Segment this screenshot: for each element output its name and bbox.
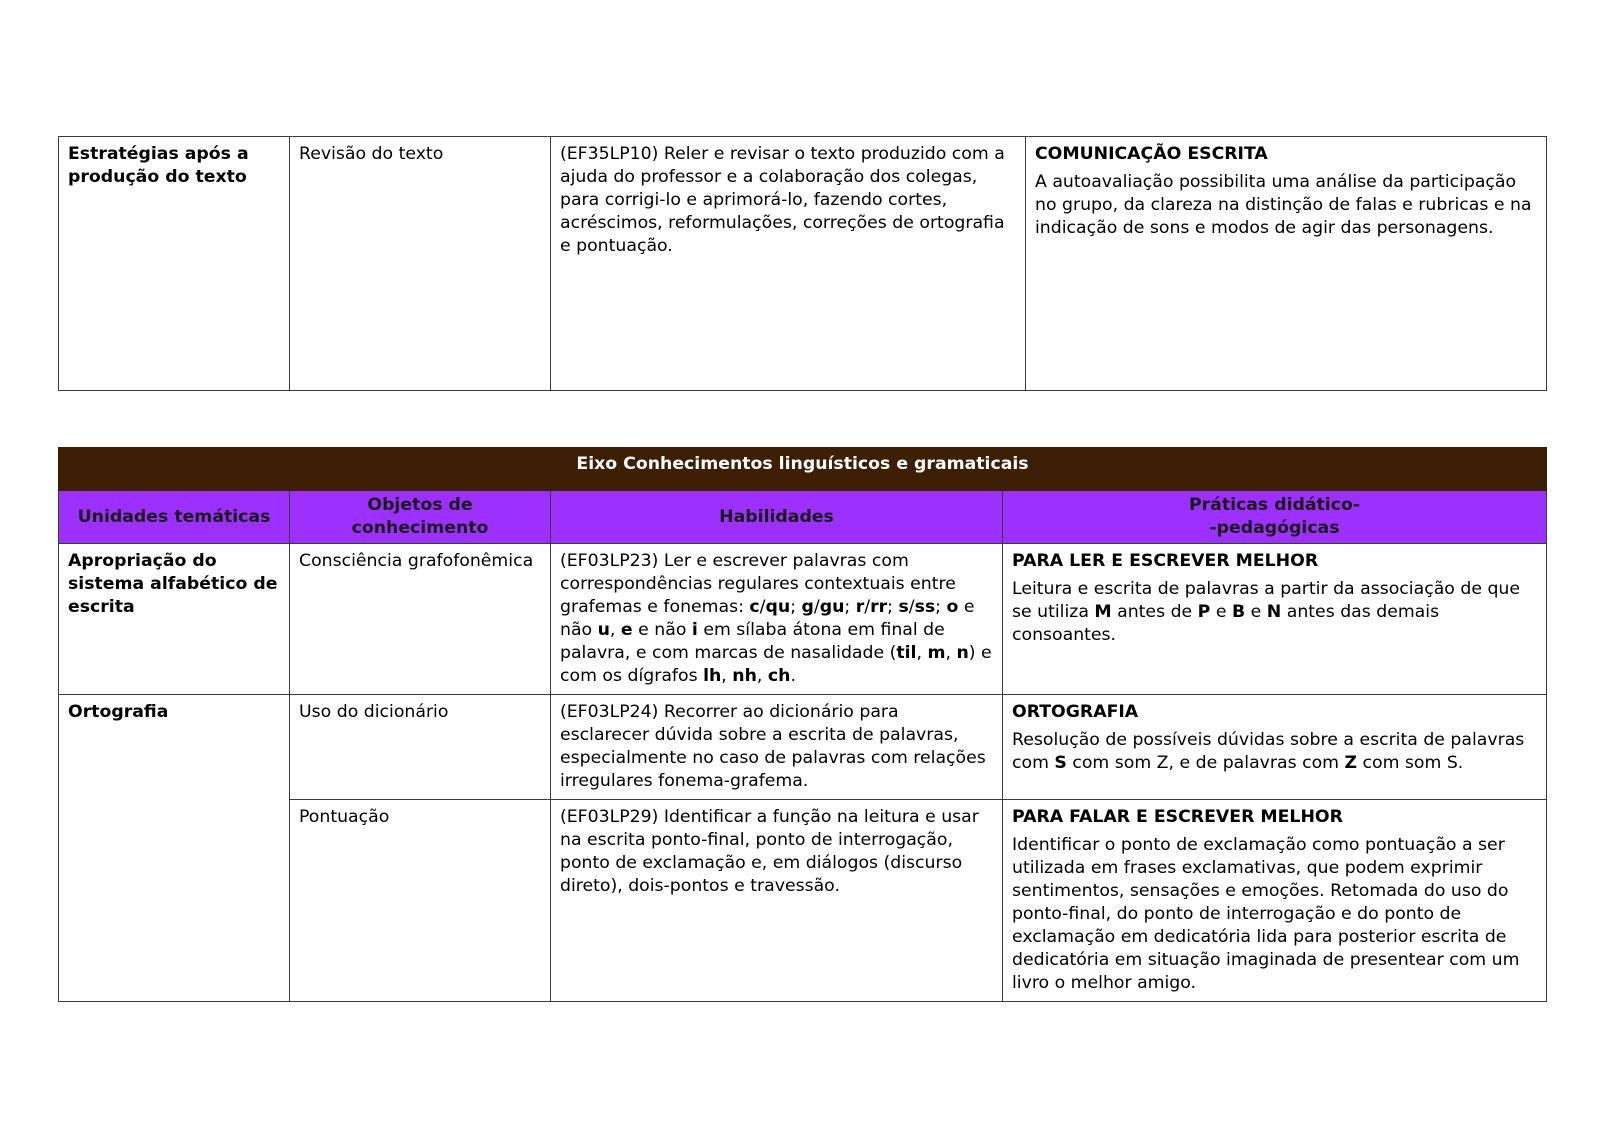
linguistic-knowledge-table bbox=[58, 447, 1547, 1002]
knowledge-object-cell: Pontuação bbox=[290, 800, 551, 1002]
skill-cell: (EF03LP24) Recorrer ao dicionário para esclarecer dúvida sobre a escrita de palavras, especialmente no caso de palavras com relações irregulares fonema-grafema. bbox=[551, 695, 1003, 800]
skill-bold-term: gu bbox=[819, 597, 845, 617]
skill-bold-term: n bbox=[956, 643, 969, 663]
practice-text: Resolução de possíveis dúvidas sobre a escrita de palavras com bbox=[1012, 730, 1525, 773]
knowledge-object-cell: Revisão do texto bbox=[290, 137, 551, 391]
practice-text: e bbox=[1210, 602, 1232, 622]
skill-text: e não bbox=[560, 597, 975, 640]
practice-bold-term: B bbox=[1231, 602, 1246, 622]
practice-text: A autoavaliação possibilita uma análise da participação no grupo, da clareza na distinção de falas e rubricas e na indicação de sons e modos de agir das personagens. bbox=[1035, 172, 1532, 238]
practice-bold-term: P bbox=[1197, 602, 1211, 622]
header-practices bbox=[1003, 491, 1547, 544]
skill-text: , bbox=[916, 643, 928, 663]
header-skills: Habilidades bbox=[551, 491, 1003, 544]
header-objects-line1: Objetos de bbox=[367, 495, 473, 515]
skill-text: , bbox=[609, 620, 621, 640]
table-row bbox=[59, 544, 1547, 695]
skill-bold-term: rr bbox=[870, 597, 888, 617]
skill-bold-term: u bbox=[597, 620, 610, 640]
skill-text: ; bbox=[887, 597, 899, 617]
skill-cell bbox=[551, 544, 1003, 695]
practice-title: PARA FALAR E ESCREVER MELHOR bbox=[1012, 807, 1343, 827]
skill-text: , bbox=[756, 666, 768, 686]
skill-bold-term: g bbox=[801, 597, 814, 617]
skill-text: (EF03LP23) Ler e escrever palavras com correspondências regulares contextuais entre grafemas e fonemas: bbox=[560, 551, 956, 617]
practice-cell bbox=[1003, 800, 1547, 1002]
skill-bold-term: til bbox=[896, 643, 917, 663]
skill-bold-term: lh bbox=[703, 666, 722, 686]
practice-bold-term: M bbox=[1094, 602, 1112, 622]
skill-text: , bbox=[945, 643, 957, 663]
skill-text: ) e com os dígrafos bbox=[560, 643, 992, 686]
header-objects-line2: conhecimento bbox=[351, 518, 489, 538]
thematic-unit-cell: Ortografia bbox=[59, 695, 290, 1002]
practice-cell bbox=[1003, 544, 1547, 695]
practice-title: COMUNICAÇÃO ESCRITA bbox=[1035, 144, 1268, 164]
column-header-row bbox=[59, 491, 1547, 544]
thematic-unit-cell: Estratégias após a produção do texto bbox=[59, 137, 290, 391]
skill-bold-term: c bbox=[749, 597, 760, 617]
skill-bold-term: s bbox=[898, 597, 909, 617]
practice-text: Leitura e escrita de palavras a partir da associação de que se utiliza bbox=[1012, 579, 1521, 622]
skill-bold-term: qu bbox=[765, 597, 791, 617]
skill-bold-term: e bbox=[620, 620, 633, 640]
skill-bold-term: i bbox=[691, 620, 698, 640]
practice-cell bbox=[1003, 695, 1547, 800]
header-units: Unidades temáticas bbox=[59, 491, 290, 544]
practice-text: com som S. bbox=[1357, 753, 1464, 773]
axis-title: Eixo Conhecimentos linguísticos e gramaticais bbox=[59, 448, 1547, 491]
header-practices-line1: Práticas didático- bbox=[1188, 495, 1361, 515]
skill-text: em sílaba átona em final de palavra, e com marcas de nasalidade ( bbox=[560, 620, 945, 663]
practice-text: e bbox=[1245, 602, 1267, 622]
skill-bold-term: nh bbox=[732, 666, 757, 686]
axis-header-row bbox=[59, 448, 1547, 491]
skill-bold-term: m bbox=[927, 643, 946, 663]
table-row bbox=[59, 695, 1547, 800]
practice-bold-term: Z bbox=[1344, 753, 1358, 773]
practice-title: PARA LER E ESCREVER MELHOR bbox=[1012, 551, 1319, 571]
skill-text: / bbox=[759, 597, 766, 617]
skill-text: ; bbox=[790, 597, 802, 617]
skill-bold-term: o bbox=[946, 597, 959, 617]
knowledge-object-cell: Uso do dicionário bbox=[290, 695, 551, 800]
skill-text: / bbox=[908, 597, 915, 617]
practice-cell bbox=[1026, 137, 1547, 391]
header-practices-line2: -pedagógicas bbox=[1209, 518, 1340, 538]
practice-text: antes de bbox=[1111, 602, 1198, 622]
skill-text: e não bbox=[632, 620, 692, 640]
skill-text: / bbox=[864, 597, 871, 617]
thematic-unit-cell: Apropriação do sistema alfabético de escrita bbox=[59, 544, 290, 695]
skill-bold-term: ss bbox=[914, 597, 936, 617]
skill-text: . bbox=[790, 666, 796, 686]
practice-text: com som Z, e de palavras com bbox=[1066, 753, 1345, 773]
skill-bold-term: r bbox=[855, 597, 865, 617]
knowledge-object-cell: Consciência grafofonêmica bbox=[290, 544, 551, 695]
skill-text: ; bbox=[935, 597, 947, 617]
skill-bold-term: ch bbox=[767, 666, 791, 686]
curriculum-table-continued bbox=[58, 136, 1547, 391]
skill-text: ; bbox=[844, 597, 856, 617]
practice-title: ORTOGRAFIA bbox=[1012, 702, 1139, 722]
skill-cell: (EF35LP10) Reler e revisar o texto produzido com a ajuda do professor e a colaboração dos colegas, para corrigi-lo e aprimorá-lo, fazendo cortes, acréscimos, reformulações, correções de ortografia e pontuação. bbox=[551, 137, 1026, 391]
practice-text: antes das demais consoantes. bbox=[1012, 602, 1440, 645]
header-objects bbox=[290, 491, 551, 544]
practice-bold-term: N bbox=[1266, 602, 1282, 622]
practice-text: Identificar o ponto de exclamação como pontuação a ser utilizada em frases exclamativas, que podem exprimir sentimentos, sensações e emoções. Retomada do uso do ponto-final, do ponto de interrogação e do ponto de exclamação em dedicatória lida para posterior escrita de dedicatória em situação imaginada de presentear com um livro o melhor amigo. bbox=[1012, 835, 1520, 993]
table-row bbox=[59, 137, 1547, 391]
skill-text: , bbox=[721, 666, 733, 686]
skill-text: / bbox=[813, 597, 820, 617]
skill-cell: (EF03LP29) Identificar a função na leitura e usar na escrita ponto-final, ponto de interrogação, ponto de exclamação e, em diálogos (discurso direto), dois-pontos e travessão. bbox=[551, 800, 1003, 1002]
practice-bold-term: S bbox=[1054, 753, 1067, 773]
